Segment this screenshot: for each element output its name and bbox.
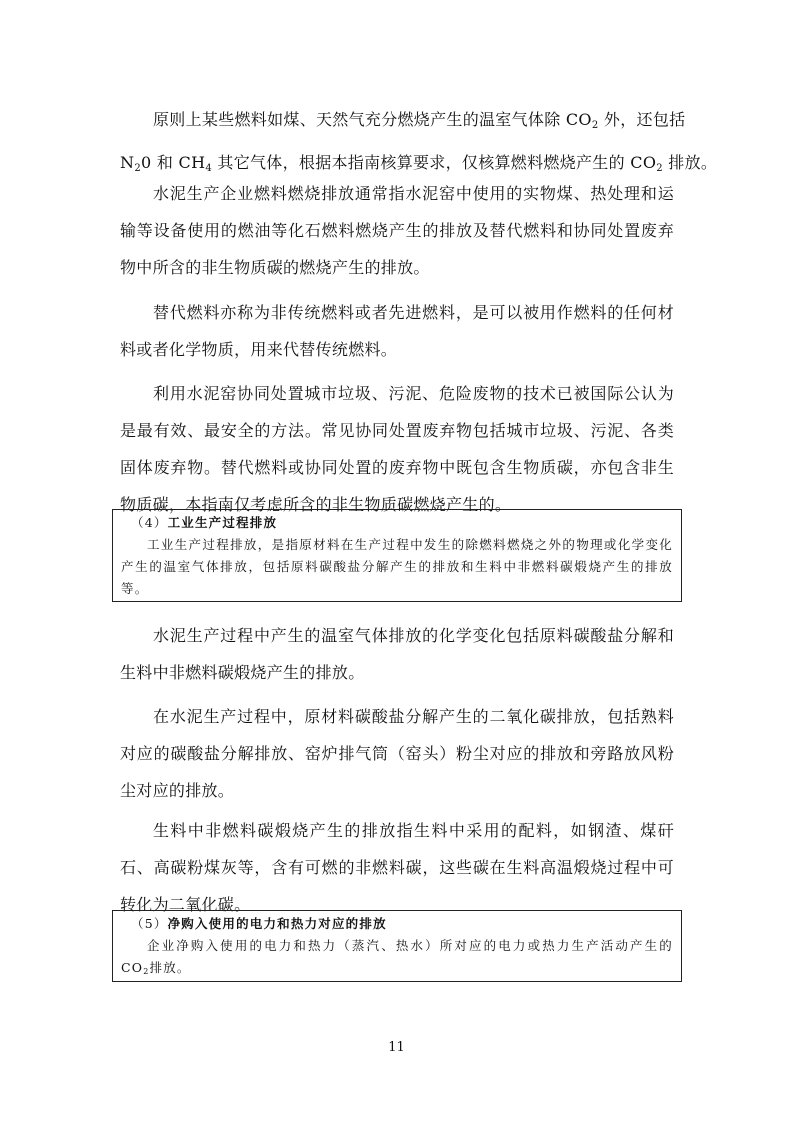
paragraph-process-emissions: 水泥生产过程中产生的温室气体排放的化学变化包括原料碳酸盐分解和生料中非燃料碳煅烧产生的排放。 (120, 626, 674, 682)
definition-box-purchased-power-heat (112, 910, 682, 982)
subscript: 2 (134, 163, 141, 174)
text-run: 其它气体，根据本指南核算要求，仅核算燃料燃烧产生的 CO (212, 153, 657, 172)
text-run: N (120, 153, 135, 172)
subscript: 2 (656, 163, 663, 174)
definition-number: （5） (131, 916, 168, 931)
paragraph-carbonate-decomposition: 在水泥生产过程中，原材料碳酸盐分解产生的二氧化碳排放，包括熟料对应的碳酸盐分解排放、窑炉排气筒（窑头）粉尘对应的排放和旁路放风粉尘对应的排放。 (120, 707, 674, 800)
definition-number: （4） (131, 515, 168, 530)
text-run: 排放。 (149, 960, 191, 975)
text-run: 0 和 CH (140, 153, 206, 172)
definition-box-heading (121, 512, 673, 534)
definition-box-heading (121, 913, 673, 935)
subscript: 2 (591, 120, 599, 131)
paragraph-co-processing: 利用水泥窑协同处置城市垃圾、污泥、危险废物的技术已被国际公认为是最有效、最安全的方法。常见协同处置废弃物包括城市垃圾、污泥、各类固体废弃物。替代燃料或协同处置的废弃物中既包含生物质碳，亦包含非生物质碳，本指南仅考虑所含的非生物质碳燃烧产生的。 (120, 384, 674, 514)
subscript: 2 (143, 967, 150, 976)
definition-body (121, 935, 673, 983)
text-run: 外，还包括 (598, 110, 686, 129)
paragraph-line (120, 101, 686, 144)
page-number: 11 (388, 1040, 405, 1055)
definition-title: 工业生产过程排放 (167, 515, 278, 530)
paragraph-non-fuel-carbon: 生料中非燃料碳煅烧产生的排放指生料中采用的配料，如钢渣、煤矸石、高碳粉煤灰等，含有可燃的非燃料碳，这些碳在生料高温煅烧过程中可转化为二氧化碳。 (120, 821, 674, 914)
paragraph-alternative-fuel: 替代燃料亦称为非传统燃料或者先进燃料，是可以被用作燃料的任何材料或者化学物质，用来代替传统燃料。 (120, 303, 674, 359)
text-run: 企业净购入使用的电力和热力（蒸汽、热水）所对应的电力或热力生产活动产生的 CO (121, 938, 673, 975)
subscript: 4 (205, 163, 213, 174)
text-run: 原则上某些燃料如煤、天然气充分燃烧产生的温室气体除 CO (153, 110, 592, 129)
definition-title: 净购入使用的电力和热力对应的排放 (167, 916, 387, 931)
paragraph-cement-fuel-combustion: 水泥生产企业燃料燃烧排放通常指水泥窑中使用的实物煤、热处理和运输等设备使用的燃油等化石燃料燃烧产生的排放及替代燃料和协同处置废弃物中所含的非生物质碳的燃烧产生的排放。 (120, 184, 674, 277)
definition-box-industrial-process (112, 509, 682, 602)
text-run: 排放。 (662, 153, 718, 172)
definition-body: 工业生产过程排放，是指原材料在生产过程中发生的除燃料燃烧之外的物理或化学变化产生的温室气体排放，包括原料碳酸盐分解产生的排放和生料中非燃料碳煅烧产生的排放等。 (121, 537, 673, 596)
